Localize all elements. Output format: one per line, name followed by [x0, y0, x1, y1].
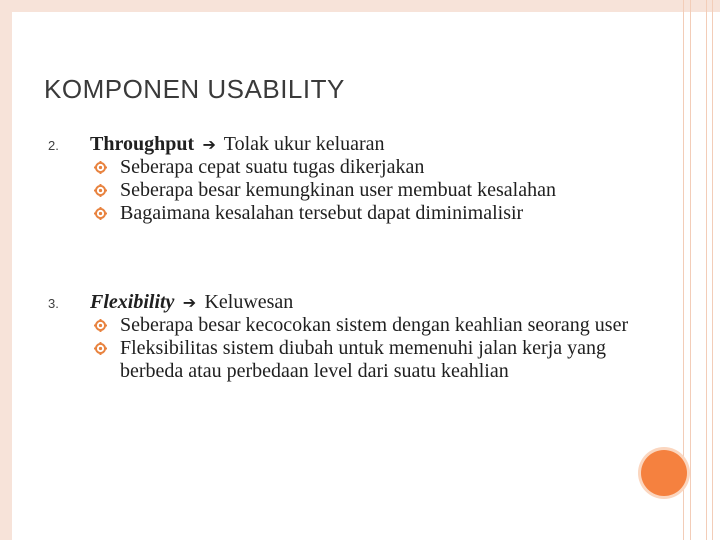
right-border-line [712, 0, 713, 540]
bullet-item: Seberapa besar kecocokan sistem dengan keahlian seorang user [90, 314, 650, 337]
bullet-item: Seberapa cepat suatu tugas dikerjakan [90, 156, 650, 179]
right-border-line [683, 0, 684, 540]
slide-title: KOMPONEN USABILITY [44, 74, 345, 104]
right-arrow-icon: ➔ [182, 293, 197, 312]
bullet-item: Seberapa besar kemungkinan user membuat kesalahan [90, 179, 650, 202]
item-number: 2. [48, 138, 59, 153]
bullet-list [90, 156, 650, 225]
right-border-line [706, 0, 707, 540]
item-heading [90, 132, 385, 157]
gear-bullet-icon [94, 207, 107, 220]
bullet-item: Bagaimana kesalahan tersebut dapat diminimalisir [90, 202, 650, 225]
gear-bullet-icon [94, 319, 107, 332]
item-heading [90, 290, 293, 315]
gear-bullet-icon [94, 342, 107, 355]
bullet-list [90, 314, 650, 383]
decorative-circle [641, 450, 687, 496]
heading-term: Throughput [90, 133, 195, 155]
bullet-item: Fleksibilitas sistem diubah untuk memenuhi jalan kerja yang berbeda atau perbedaan level dari suatu keahlian [90, 337, 650, 383]
right-arrow-icon: ➔ [202, 135, 216, 154]
heading-description: Tolak ukur keluaran [223, 133, 385, 155]
right-border-line [690, 0, 691, 540]
heading-description: Keluwesan [204, 291, 294, 313]
item-number: 3. [48, 296, 59, 311]
gear-bullet-icon [94, 161, 107, 174]
gear-bullet-icon [94, 184, 107, 197]
heading-term: Flexibility [90, 291, 175, 313]
